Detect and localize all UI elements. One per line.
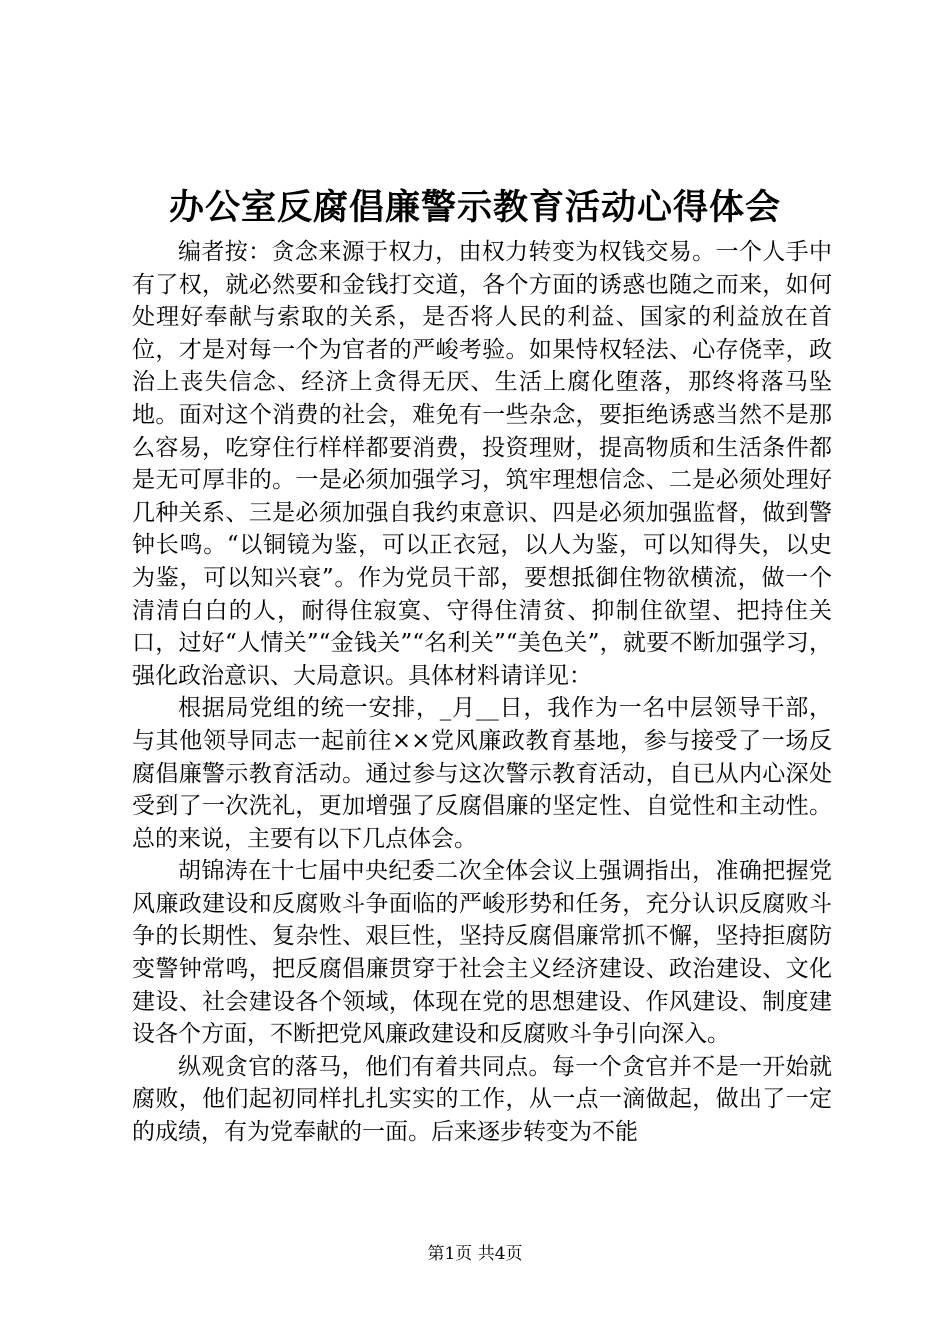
document-body (132, 236, 832, 1149)
page-indicator: 第1页 共4页 (427, 1244, 523, 1264)
document-title: 办公室反腐倡廉警示教育活动心得体会 (168, 187, 781, 228)
paragraph-arrangement: 根据局党组的统一安排，_月__日，我作为一名中层领导干部，与其他领导同志一起前往××党风廉政教育基地，参与接受了一场反腐倡廉警示教育活动。通过参与这次警示教育活动，自已从内心深处受到了一次洗礼，更加增强了反腐倡廉的坚定性、自觉性和主动性。总的来说，主要有以下几点体会。 (132, 695, 832, 852)
paragraph-hu-jintao-quote: 胡锦涛在十七届中央纪委二次全体会议上强调指出，准确把握党风廉政建设和反腐败斗争面临的严峻形势和任务，充分认识反腐败斗争的长期性、复杂性、艰巨性，坚持反腐倡廉常抓不懈，坚持拒腐防变警钟常鸣，把反腐倡廉贯穿于社会主义经济建设、政治建设、文化建设、社会建设各个领域，体现在党的思想建设、作风建设、制度建设各个方面，不断把党风廉政建设和反腐败斗争引向深入。 (132, 858, 832, 1048)
paragraph-corrupt-officials: 纵观贪官的落马，他们有着共同点。每一个贪官并不是一开始就腐败，他们起初同样扎扎实实的工作，从一点一滴做起，做出了一定的成绩，有为党奉献的一面。后来逐步转变为不能 (132, 1053, 832, 1146)
paragraph-editor-note: 编者按：贪念来源于权力，由权力转变为权钱交易。一个人手中有了权，就必然要和金钱打交道，各个方面的诱惑也随之而来，如何处理好奉献与索取的关系，是否将人民的利益、国家的利益放在首位，才是对每一个为官者的严峻考验。如果恃权轻法、心存侥幸，政治上丧失信念、经济上贪得无厌、生活上腐化堕落，那终将落马坠地。面对这个消费的社会，难免有一些杂念，要拒绝诱惑当然不是那么容易，吃穿住行样样都要消费，投资理财，提高物质和生活条件都是无可厚非的。一是必须加强学习，筑牢理想信念、二是必须处理好几种关系、三是必须加强自我约束意识、四是必须加强监督，做到警钟长鸣。“以铜镜为鉴，可以正衣冠，以人为鉴，可以知得失，以史为鉴，可以知兴衰”。作为党员干部，要想抵御住物欲横流，做一个清清白白的人，耐得住寂寞、守得住清贫、抑制住欲望、把持住关口，过好“人情关”“金钱关”“名利关”“美色关”，就要不断加强学习，强化政治意识、大局意识。具体材料请详见： (132, 239, 832, 689)
page-footer (0, 1242, 950, 1266)
